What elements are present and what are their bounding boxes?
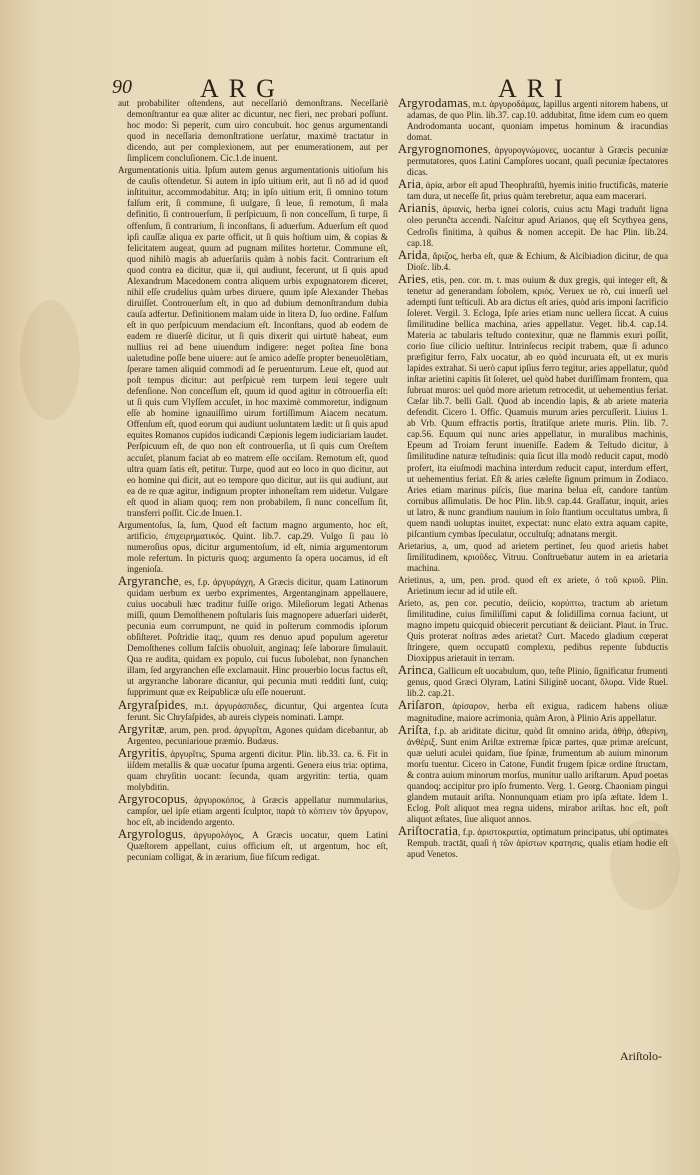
entry-headword: Argyraſpides: [118, 697, 186, 712]
entry-text: Arietinus, a, um, pen. prod. quod eſt ex ariete, ὁ τοῦ κριοῦ. Plin. Arietinum iecur ad id utile eſt.: [398, 574, 668, 597]
entry-headword: Argyrocopus: [118, 791, 186, 806]
entry-text: , es, f.p. ἀργυράγχη, A Græcis dicitur, quam Latinorum quidam uerbum ex uerbo exprimentes, Argentanginam appellauere, cuius uocabuli hæc traditur fuiſſe origo. Mileſiorum legati Athenas miſſi, quum Demoſthenem poſtularis ſuis magnopere aduerſari uiderēt, pecunia eum corrumpunt, ne quid in poſterum commodis ipſorum obſiſteret. Poſtridie itaq;, quum res denuo apud populum ageretur Demoſthenes collum faſciis obuoluit, anginaq; ſeſe laborare ſimulauit. Qua re audita, quidam ex populo, cui fucus ſubolebat, non ſynanchen illam, ſed argyranchen eſſe exclamauit. Hinc prouerbio locus factus eſt, ut argyranche laborare dicantur, qui pecunia muti redditi ſunt, cuiq; ſupprimunt quæ ex Reipublicæ uſu eſſe nouerunt.: [127, 577, 388, 698]
entry-headword: Ariſaron: [398, 698, 442, 713]
left-column: [118, 98, 388, 864]
entry-text: , etis, pen. cor. m. t. mas ouium & dux gregis, qui integer eſt, & tenetur ad generandam ſobolem, κριός. Veruex ue rò, cui inuerſi uel adempti ſunt teſticuli. Ab ara dictus eſt aries, quòd aris imponi ſacrificio ſoleret. Vergil. 3. Ecloga, Ipſe aries etiam nunc uellera ſiccat. A cuius ſimilitudine bellica machina, aries appellatur. Veget. lib.4. cap.14. Materia ac tabularis teſtudo contexitur, quæ ne flammis exuri poſſit, corio ſiue cilicio ueſtitur. Intrinſecus recipit trabem, quæ ſi adunco præfigitur ferro, Falx uocatur, ab eo quòd incuruata eſt, ut ex muris lapides extrahat. Si uerò caput ipſius ferro tegitur, aries appellatur, quòd inſtar arietini capitis ſit ſoleret, uel quòd habet duriſſimam frontem, qua ſubruat muros: uel quòd more arietum retrocedit, ut uehementius feriat. Cæſar lib.7. belli Gall. Quod ab incendio lapis, & ab ariete materia defendit. Cicero 1. Offic. Quamuis murum aries percuſſerit. Liuius 1. ab Vrb. Quum effractis portis, ſtratiſque ariete muris. Plin. lib. 7. cap.56. Equum qui nunc aries appellatur, in muralibus machinis, Epeum ad Troiam ferunt inueniſſe. Eadem & Teſtudo dicitur, à ſimilitudine naturæ teſtudinis: quia ſicut illa modò reducit caput, modò profert, ita eiuſmodi machina interdum reducit caput, interdum effert, ut uehementius feriat. Eſt & aries cæleſte ſignum primum in Zodiaco. Aries etiam marinus piſcis, ſiue marina belua eſt, candore tantùm cornibus aſſimulatis. De hoc Plin. lib.9. cap.44. Graſſatur, inquit, aries ut latro, & nunc grandium nauium in ſolo ſtantium occultatus umbra, ſi quem nandi uoluptas inuitet, expectat: nunc elato extra aquam capite, piſcantium cymbas ſpeculatur, occultuſq; adnatans mergit.: [407, 274, 668, 539]
entry-headword: Argyritis: [118, 745, 165, 760]
dictionary-entry: [118, 520, 388, 575]
entry-text: Argumentationis uitia. Ipſum autem genus argumentationis uitioſum his de cauſis oſtendetur. Si autem in ipſo uitium erit, aut ſi nō ad id quod inſtituitur, accommodabitur. Atq; in ipſo uitium erit, ſi omnino totum falſum erit, ſi commune, ſi uulgare, ſi leue, ſi remotum, ſi mala definitio, ſi controuerſum, ſi perſpicuum, ſi non conceſſum, ſi turpe, ſi offenſum, ſi contrarium, ſi inconſtans, ſi aduerſum. Aduerſum eſt quod ipſi cauſſæ aliqua ex parte officit, ut ſi quis hoſtium uim, & copias & felicitatem augeat, quum ad pugnam milites hortetur. Commune eſt, quod nihilò magis ab aduerſariis quàm à nobis facit. Contrarium eſt quod contra ea dicitur, quæ ii, qui audiunt, fecerunt, ut ſi quis apud Alexandrum Macedonem contra aliquem urbis expugnatorem diceret, nihil eſſe crudelius quàm urbes diruere, quum ipſe Alexander Thebas diruiſſet. Controuerſum eſt, in quo ad dubium demonſtrandum dubia cauſa adfertur. Definitionem malam uide in litera D, ſuo ordine. Falſum eſt in quo perſpicuum mendacium eſt. Inconſtans, quod ab eodem de eadem re diuerſè dicitur, ut ſi quis dixerit qui uirtutē habeat, eum nullius rei ad bene uiuendum indigere: neget poſtea ſine bona ualetudine poſſe bene uiuere: aut ſe amico adeſſe propter beneuolētiam, ſperare tamen aliquid commodi ad ſe peruenturum. Leue eſt, quod aut poſt tempus dicitur: aut perſpicuè rem turpem leui tegere uult defenſione. Non conceſſum eſt, quum id quod agitur in cōtrouerſia eſt: ut ſi quis cum Vlyſſem accuſet, in hoc maximè commoretur, indignum eſſe ab homine ignauiſſimo uirum fortiſſimum Aiacem necatum. Offenſum eſt, quod eorum qui audiunt uoluntatem lædit: ut ſi quis apud equites Romanos cupidos iudicandi Cæpionis legem iudiciariam laudet. Perſpicuum eſt, de quo non eſt controuerſia, ut ſi quis cum Oreſtem accuſet, planum faciat ab eo matrem eſſe occiſam. Remotum eſt, quod ultra quam ſatis eſt, petitur. Turpe, quod aut eo loco in quo dicitur, aut eo homine qui dicit, aut eo tempore quo dicitur, aut iis qui audiunt, aut ea de re quæ agitur, indignum propter inhoneſtam rem uidetur. Vulgare eſt quod in aliam quoq; rem non probabilem, ſi nunc conceſſum ſit, transferri poſſit. Cic.de Inuen.1.: [118, 165, 388, 518]
right-column: [398, 98, 668, 861]
dictionary-entry: [398, 203, 668, 248]
entry-text: , ἀριανίς, herba ignei coloris, cuius actu Magi traduñt ligna oleo perunĉta accendi. Naſcitur apud Arianos, quę eſt Scythyea gens, Cedroſis finitima, à quibus & nomen accepit. De hac Plin. lib.24. cap.18.: [407, 204, 668, 248]
dictionary-entry: [398, 271, 668, 540]
entry-text: , arum, pen. prod. ἀργυρῖται, Agones quidam dicebantur, ab Argenteo, pecuniarioue præmio. Budæus.: [127, 724, 388, 746]
entry-headword: Arianis: [398, 201, 437, 216]
dictionary-entry: [118, 98, 388, 164]
dictionary-entry: [398, 541, 668, 574]
entry-headword: Ariſta: [398, 722, 429, 737]
entry-headword: Argyrodamas: [398, 96, 469, 110]
entry-text: , Gallicum eſt uocabulum, quo, teſte Plinio, ſignificatur frumenti genus, quod Græci Olyram, Latini Siliginē uocant, ὄλυρα. Vide Ruel. lib.2. cap.21.: [407, 666, 668, 699]
entry-text: , ἀρίσαρον, herba eſt exigua, radicem habens oliuæ magnitudine, maiore acrimonia, quàm Aron, à Plinio Aris appellatur.: [407, 701, 668, 723]
entry-text: , ἀργυροκόπος, à Græcis appellatur nummularius, campſor, uel ipſe etiam argenti ſculptor, παρὰ τὸ κόπτειν τὸν ἄργυρον, hoc eſt, ab incidendo argento.: [127, 794, 388, 827]
entry-text: , ἀρία, arbor eſt apud Theophraſtū, hyemis initio fructificās, materie tam dura, ut neceſſe ſit, prius quàm terebretur, aqua eam macerari.: [407, 180, 668, 202]
entry-headword: Argyrologus: [118, 827, 184, 842]
entry-headword: Ariſtocratia: [398, 824, 459, 838]
dictionary-entry: [398, 247, 668, 273]
entry-headword: Argyranche: [118, 574, 179, 589]
dictionary-entry: [118, 697, 388, 723]
entry-text: , f.p. ab ariditate dicitur, quòd ſit omnino arida, ἀθὴρ, ἀθερίνη, ἀνθέριξ. Sunt enim Ariſtæ extremæ ſpicæ partes, quæ primæ areſcunt, quæ ueluti aculei quidam, ſiue ſpinæ, frumentum ab auium minorum morſu tuentur. Cicero in Catone, Fundit frugem ſpicæ ordine ſtructam, & contra auium minorum morſus, munitur uallo ariſtarum. Apud poetas quandoq; accipitur pro ipſo frumento. Verg. 1. Georg. Chaoniam pingui glandem mutauit ariſta. Nonnunquam etiam pro ipſa æſtate. Idem 1. Eclog. Poſt aliquot mea regna uidens, mirabor ariſtas. hoc eſt, poſt aliquot æſtates, ſiue aliquot annos.: [407, 725, 668, 824]
dictionary-entry: [398, 665, 668, 699]
dictionary-entry: [118, 721, 388, 747]
entry-headword: Aria: [398, 177, 422, 192]
dictionary-entry: [398, 98, 668, 143]
dictionary-entry: [118, 829, 388, 863]
entry-text: , ἀργυρολόγος, A Græcis uocatur, quem Latini Quæſtorem appellant, cuius officium eſt, ut argentum, hoc eſt, pecuniam colligat, & in ærarium, ſiue fiſcum redigat.: [127, 830, 388, 863]
entry-headword: Arida: [398, 247, 428, 262]
entry-text: , ἀργυρογνώμονες, uocantur à Græcis pecuniæ permutatores, quos Latini Campſores uocant, quaſi pecuniæ ſpectatores dicas.: [407, 145, 668, 178]
entry-text: , ἄριζος, herba eſt, quæ & Echium, & Alcibiadion dicitur, de qua Dioſc. lib.4.: [407, 250, 668, 272]
entry-headword: Aries: [398, 271, 427, 286]
dictionary-entry: [398, 722, 668, 825]
entry-headword: Arinca: [398, 663, 434, 678]
dictionary-entry: [118, 745, 388, 793]
entry-headword: Argyritæ: [118, 721, 165, 736]
dictionary-entry: [118, 791, 388, 828]
dictionary-entry: [398, 575, 668, 597]
left-heading: ARG: [200, 74, 285, 103]
entry-text: Arieto, as, pen cor. pecutio, deiicio, κορύπτω, tractum ab arietum ſimilitudine, cuius ſimiliſſimi caput & ſolidiſſima cornua faciunt, ut magno impetu quicquid obiecerit percutiant & deiiciant. Plaut. in Truc. Quis proterat noſtras ædes arietat? Curt. Macedo gladium cœperat ſtringere, quem occupatū complexu, pedibus repente ſubductis Dioxippus arietauit in terram.: [398, 598, 668, 664]
dictionary-entry: [118, 576, 388, 699]
dictionary-entry: [398, 826, 668, 860]
dictionary-entry: [398, 179, 668, 202]
dictionary-entry: [398, 700, 668, 723]
right-heading: ARI: [498, 74, 573, 103]
entry-text: aut probabiliter oſtendens, aut neceſſariò demonſtrans. Neceſſariè demonſtrantur ea quæ aliter ac dicuntur, nec fieri, nec probari poſſunt. hoc modo: Si peperit, cum uiro concubuit. hoc genus argumentandi quod in neceſſaria demonſtratione uerſatur, maximè tractatur in dicendo, aut per complexionem, aut per enumerationem, aut per ſimplicem concluſionem. Cic.1.de inuent.: [118, 98, 388, 164]
dictionary-entry: [118, 165, 388, 519]
page-number: 90: [112, 76, 132, 98]
entry-text: , ἀργυρῖτις, Spuma argenti dicitur. Plin. lib.33. ca. 6. Fit in iiſdem metallis & quæ uocatur ſpuma argenti. Genera eius tria: optima, quam chryſitin uocant: ſecunda, quam argyritin: tertia, quam molybditin.: [127, 748, 388, 792]
catchword: Ariſtolo-: [620, 1049, 662, 1063]
entry-text: , m.t. ἀργυροδάμας, lapillus argenti nitorem habens, ut adamas, de quo Plin. lib.37. cap.10. addubitat, ſitne idem cum eo quem Androdomanta uocant, quoniam impetus hominum & iracundias domat.: [407, 99, 668, 143]
entry-text: Arietarius, a, um, quod ad arietem pertinet, ſeu quod arietis habet ſimilitudinem, κριοῦδες. Vitruu. Conſtruebatur autem in ea arietaria machina.: [398, 540, 668, 573]
entry-headword: Argyrognomones: [398, 142, 489, 157]
entry-text: Argumentoſus, ſa, ſum, Quod eſt factum magno argumento, hoc eſt, artificio, ἐπιχειρηματικός. Quint. lib.7. cap.29. Vulgo ſi pau lò numeroſius opus, dicitur argumentoſum, id eſt, nimia argumentorum mole refertum. In picturis quoq; argumento ſa opera uocamus, id eſt ingenioſa.: [118, 519, 388, 574]
dictionary-entry: [398, 598, 668, 664]
entry-text: , f.p. ἀριστοκρατία, optimatum principatus, ubi optimates Rempub. tractāt, quaſi ἡ τῶν ἀρίστων κρατησις, qualis etiam hodie eſt apud Venetos.: [407, 827, 668, 860]
paper-stain: [20, 300, 80, 420]
entry-text: , m.t. ἀργυράσπιδες, dicuntur, Qui argentea ſcuta ferunt. Sic Chryſaſpides, ab aureis clypeis nominati. Lampr.: [127, 700, 388, 722]
dictionary-entry: [398, 144, 668, 178]
